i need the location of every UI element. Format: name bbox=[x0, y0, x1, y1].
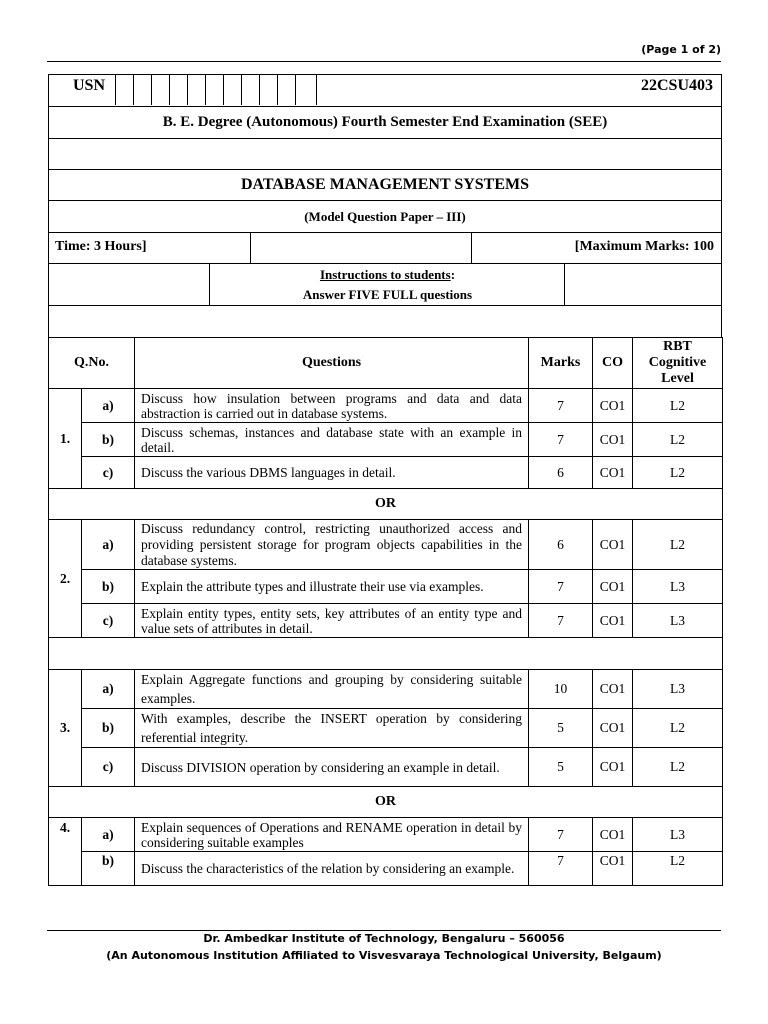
marks-cell: 5 bbox=[529, 748, 593, 787]
co-cell: CO1 bbox=[593, 457, 633, 489]
sub-label: b) bbox=[82, 852, 135, 886]
table-header-row bbox=[49, 338, 723, 389]
marks-cell: 7 bbox=[529, 852, 593, 886]
co-cell: CO1 bbox=[593, 709, 633, 748]
rbt-cell: L2 bbox=[633, 520, 723, 570]
usn-boxes bbox=[115, 74, 317, 107]
rbt-cell: L2 bbox=[633, 709, 723, 748]
marks-cell: 6 bbox=[529, 520, 593, 570]
rbt-cell: L3 bbox=[633, 818, 723, 852]
usn-box bbox=[277, 74, 295, 105]
rbt-cell: L2 bbox=[633, 852, 723, 886]
usn-box bbox=[295, 74, 317, 105]
usn-box bbox=[223, 74, 241, 105]
table-row bbox=[49, 570, 723, 604]
table-row bbox=[49, 604, 723, 638]
co-cell: CO1 bbox=[593, 520, 633, 570]
question-text: Discuss redundancy control, restricting unauthorized access and providing persistent storage for program objects capabilities in the database systems. bbox=[135, 520, 529, 570]
time-allowed: Time: 3 Hours] bbox=[55, 239, 147, 254]
question-number: 2. bbox=[49, 520, 82, 638]
question-text: Discuss DIVISION operation by considering an example in detail. bbox=[135, 748, 529, 787]
co-cell: CO1 bbox=[593, 670, 633, 709]
blank-row bbox=[48, 138, 722, 170]
co-cell: CO1 bbox=[593, 423, 633, 457]
marks-cell: 6 bbox=[529, 457, 593, 489]
question-text: Explain Aggregate functions and grouping by considering suitable examples. bbox=[135, 670, 529, 709]
sub-label: b) bbox=[82, 423, 135, 457]
footer-divider bbox=[47, 930, 721, 931]
co-cell: CO1 bbox=[593, 570, 633, 604]
instructions-text: Answer FIVE FULL questions bbox=[302, 287, 473, 302]
co-cell: CO1 bbox=[593, 389, 633, 423]
time-marks-row bbox=[48, 232, 722, 264]
usn-row bbox=[48, 74, 722, 107]
sub-label: a) bbox=[82, 520, 135, 570]
co-header: CO bbox=[593, 338, 633, 389]
usn-box bbox=[205, 74, 223, 105]
cell-divider bbox=[471, 233, 472, 263]
questions-table bbox=[48, 337, 723, 886]
question-text: Discuss the various DBMS languages in detail. bbox=[135, 457, 529, 489]
sub-label: c) bbox=[82, 604, 135, 638]
question-number: 4. bbox=[49, 818, 82, 886]
or-row bbox=[49, 787, 723, 818]
sub-label: b) bbox=[82, 570, 135, 604]
header-divider bbox=[47, 61, 721, 62]
question-text: Explain the attribute types and illustrate their use via examples. bbox=[135, 570, 529, 604]
co-cell: CO1 bbox=[593, 852, 633, 886]
marks-cell: 7 bbox=[529, 389, 593, 423]
usn-box bbox=[259, 74, 277, 105]
page-number: (Page 1 of 2) bbox=[641, 43, 721, 56]
question-number: 3. bbox=[49, 670, 82, 787]
usn-box bbox=[169, 74, 187, 105]
subject-title: DATABASE MANAGEMENT SYSTEMS bbox=[48, 169, 722, 201]
qno-header: Q.No. bbox=[49, 338, 135, 389]
blank-cell bbox=[49, 638, 723, 670]
table-row bbox=[49, 748, 723, 787]
course-code: 22CSU403 bbox=[640, 77, 713, 94]
usn-box bbox=[241, 74, 259, 105]
cell-divider bbox=[250, 233, 251, 263]
paper-title: (Model Question Paper – III) bbox=[48, 200, 722, 233]
marks-header: Marks bbox=[529, 338, 593, 389]
institution-affiliation: (An Autonomous Institution Affiliated to Visvesvaraya Technological University, Belgaum) bbox=[106, 949, 662, 962]
degree-title: B. E. Degree (Autonomous) Fourth Semester End Examination (SEE) bbox=[48, 106, 722, 139]
or-separator: OR bbox=[49, 787, 723, 818]
usn-box bbox=[187, 74, 205, 105]
marks-cell: 10 bbox=[529, 670, 593, 709]
instructions-row bbox=[48, 263, 722, 306]
question-text: Discuss schemas, instances and database state with an example in detail. bbox=[135, 423, 529, 457]
blank-row bbox=[49, 638, 723, 670]
rbt-cell: L2 bbox=[633, 423, 723, 457]
marks-cell: 7 bbox=[529, 818, 593, 852]
table-row bbox=[49, 389, 723, 423]
table-row bbox=[49, 818, 723, 852]
or-separator: OR bbox=[49, 489, 723, 520]
sub-label: a) bbox=[82, 389, 135, 423]
usn-box bbox=[115, 74, 133, 105]
table-row bbox=[49, 709, 723, 748]
table-row bbox=[49, 423, 723, 457]
rbt-cell: L2 bbox=[633, 457, 723, 489]
rbt-cell: L3 bbox=[633, 570, 723, 604]
sub-label: a) bbox=[82, 670, 135, 709]
blank-row bbox=[48, 305, 722, 338]
marks-cell: 5 bbox=[529, 709, 593, 748]
sub-label: c) bbox=[82, 457, 135, 489]
questions-header: Questions bbox=[135, 338, 529, 389]
co-cell: CO1 bbox=[593, 748, 633, 787]
usn-label: USN bbox=[73, 77, 106, 94]
table-row bbox=[49, 520, 723, 570]
max-marks: [Maximum Marks: 100 bbox=[574, 239, 714, 254]
table-row bbox=[49, 457, 723, 489]
rbt-cell: L3 bbox=[633, 604, 723, 638]
question-number: 1. bbox=[49, 389, 82, 489]
question-text: Explain entity types, entity sets, key attributes of an entity type and value sets of attributes in detail. bbox=[135, 604, 529, 638]
table-row bbox=[49, 670, 723, 709]
rbt-cell: L2 bbox=[633, 389, 723, 423]
rbt-header: RBT Cognitive Level bbox=[633, 338, 723, 389]
sub-label: c) bbox=[82, 748, 135, 787]
question-text: Explain sequences of Operations and RENAME operation in detail by considering suitable examples bbox=[135, 818, 529, 852]
question-text: Discuss how insulation between programs and data and data abstraction is carried out in database systems. bbox=[135, 389, 529, 423]
marks-cell: 7 bbox=[529, 570, 593, 604]
marks-cell: 7 bbox=[529, 604, 593, 638]
institution-name: Dr. Ambedkar Institute of Technology, Bengaluru – 560056 bbox=[203, 932, 565, 945]
instructions-heading: Instructions to students: bbox=[319, 267, 456, 282]
rbt-cell: L2 bbox=[633, 748, 723, 787]
co-cell: CO1 bbox=[593, 604, 633, 638]
table-row bbox=[49, 852, 723, 886]
or-row bbox=[49, 489, 723, 520]
co-cell: CO1 bbox=[593, 818, 633, 852]
rbt-cell: L3 bbox=[633, 670, 723, 709]
sub-label: a) bbox=[82, 818, 135, 852]
question-text: With examples, describe the INSERT operation by considering referential integrity. bbox=[135, 709, 529, 748]
usn-box bbox=[151, 74, 169, 105]
sub-label: b) bbox=[82, 709, 135, 748]
question-text: Discuss the characteristics of the relation by considering an example. bbox=[135, 852, 529, 886]
usn-box bbox=[133, 74, 151, 105]
marks-cell: 7 bbox=[529, 423, 593, 457]
